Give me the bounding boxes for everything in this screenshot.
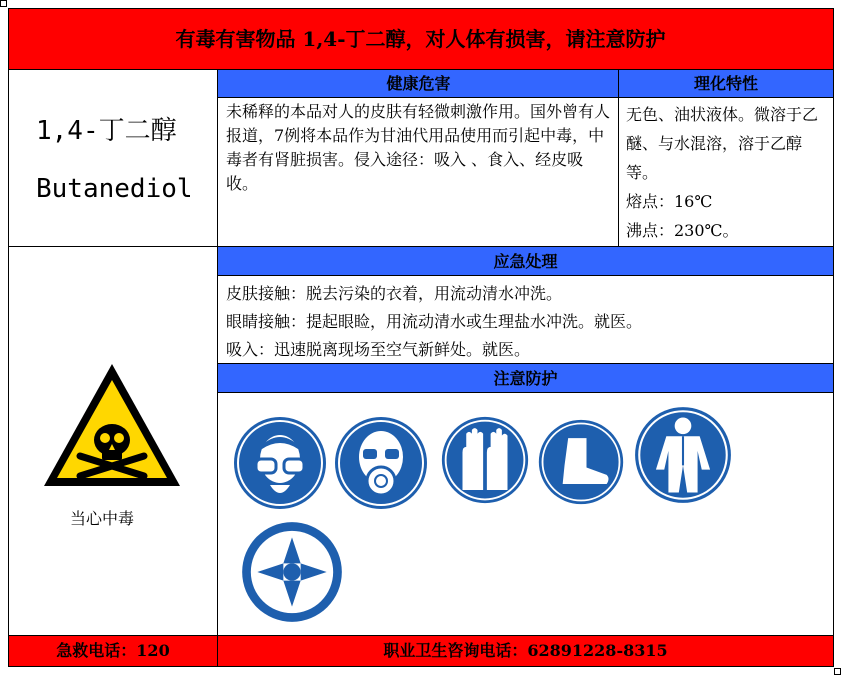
chemical-name-en: Butanediol bbox=[36, 174, 193, 204]
divider-h6 bbox=[218, 363, 833, 364]
divider-h4 bbox=[218, 97, 833, 98]
border-bottom bbox=[8, 666, 834, 667]
chemical-name-cell bbox=[8, 70, 218, 247]
warning-label: 当心中毒 bbox=[70, 509, 135, 528]
melting-point: 熔点：16℃ bbox=[626, 192, 713, 211]
divider-h1 bbox=[8, 69, 834, 70]
first-aid-phone: 急救电话：120 bbox=[8, 636, 218, 666]
health-hazard-text: 未稀释的本品对人的皮肤有轻微刺激作用。国外曾有人报道，7例将本品作为甘油代用品使用而引起中毒，中毒者有肾脏损害。侵入途径：吸入 、食入、经皮吸收。 bbox=[226, 102, 611, 193]
chemical-name-cn: 1,4-丁二醇 bbox=[36, 116, 177, 146]
divider-h5 bbox=[218, 275, 833, 276]
divider-h7 bbox=[218, 392, 833, 393]
health-hotline: 职业卫生咨询电话：62891228-8315 bbox=[218, 636, 833, 666]
emergency-header: 应急处理 bbox=[218, 247, 833, 276]
gloves-icon bbox=[440, 415, 530, 505]
protection-header: 注意防护 bbox=[218, 364, 833, 393]
title-bar bbox=[8, 8, 833, 70]
boiling-point: 沸点：230℃。 bbox=[626, 221, 739, 240]
corner-marker-bottom-right bbox=[834, 668, 841, 675]
divider-v1 bbox=[217, 70, 218, 667]
page-title: 有毒有害物品 1,4-丁二醇，对人体有损害，请注意防护 bbox=[175, 27, 666, 51]
boots-icon bbox=[537, 418, 625, 506]
border-top bbox=[8, 8, 834, 9]
properties-cell bbox=[626, 100, 829, 245]
toxic-warning-icon bbox=[40, 358, 185, 493]
emergency-inhale: 吸入：迅速脱离现场至空气新鲜处。就医。 bbox=[226, 340, 531, 359]
properties-description: 无色、油状液体。微溶于乙醚、与水混溶，溶于乙醇等。 bbox=[626, 105, 819, 182]
divider-h3 bbox=[8, 635, 834, 636]
border-left bbox=[8, 8, 9, 667]
corner-marker-top-left bbox=[0, 0, 7, 7]
protective-suit-icon bbox=[633, 405, 733, 505]
border-right bbox=[833, 8, 834, 667]
emergency-cell bbox=[226, 280, 826, 364]
ventilation-icon bbox=[240, 520, 344, 624]
goggles-icon bbox=[232, 415, 328, 511]
emergency-skin: 皮肤接触：脱去污染的衣着，用流动清水冲洗。 bbox=[226, 284, 563, 303]
divider-h2 bbox=[8, 246, 834, 247]
emergency-eye: 眼睛接触：提起眼睑，用流动清水或生理盐水冲洗。就医。 bbox=[226, 312, 643, 331]
gas-mask-icon bbox=[333, 415, 429, 511]
health-hazard-header: 健康危害 bbox=[218, 70, 619, 98]
properties-header: 理化特性 bbox=[619, 70, 833, 98]
